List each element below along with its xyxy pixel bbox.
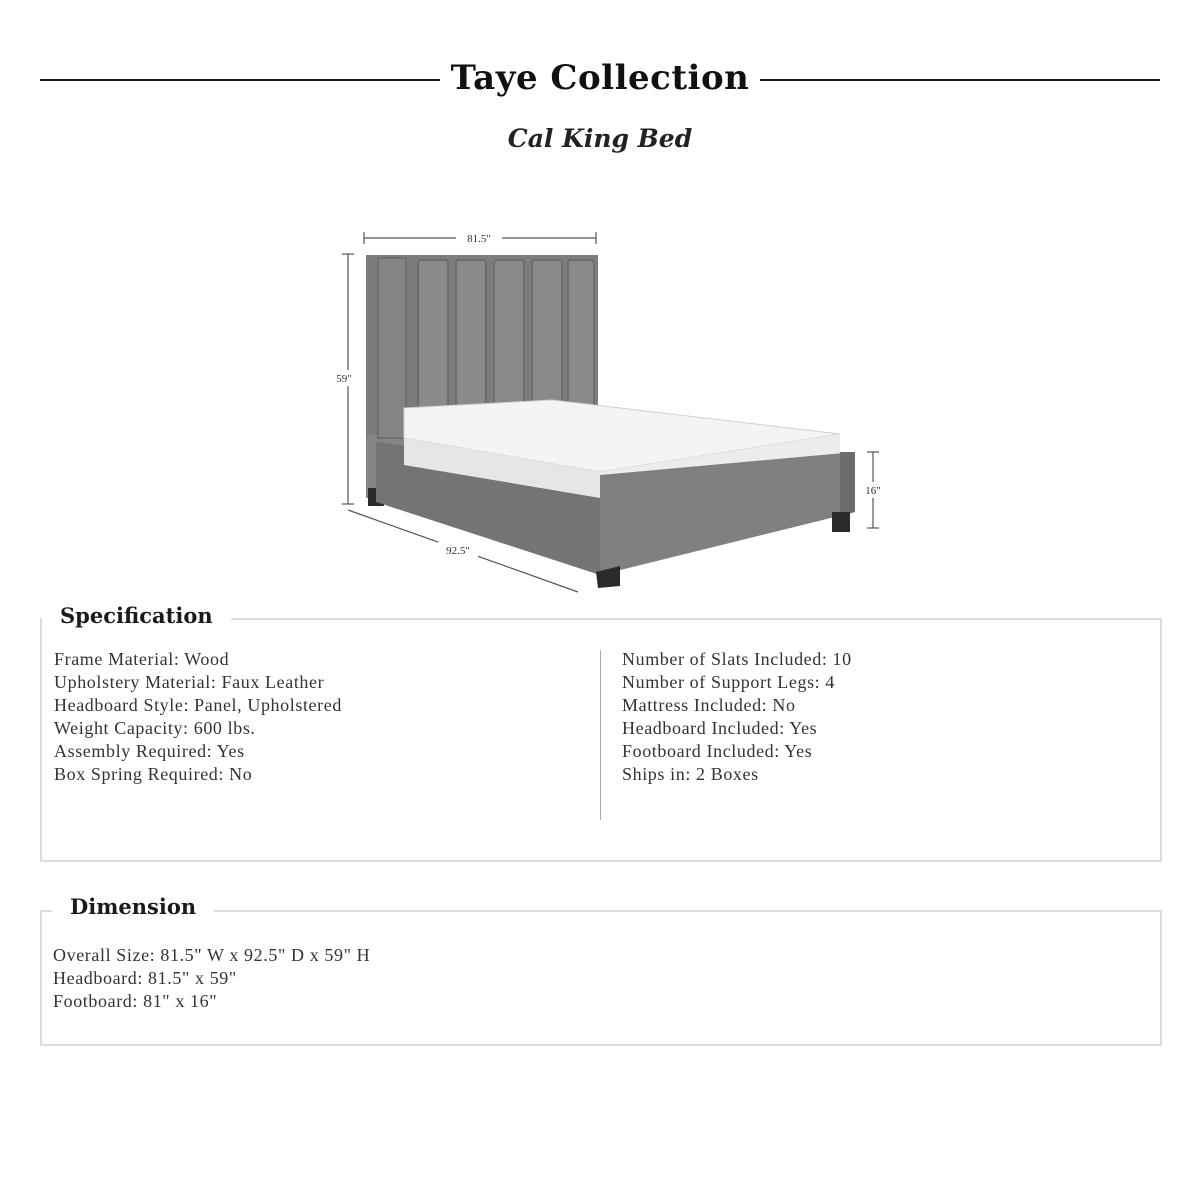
spec-item: Box Spring Required: No xyxy=(54,764,253,784)
product-subtitle: Cal King Bed xyxy=(507,124,693,153)
spec-item: Footboard Included: Yes xyxy=(622,741,813,761)
column-divider xyxy=(600,650,601,820)
width-dimension-label: 81.5" xyxy=(467,233,491,245)
title-rule-right xyxy=(760,79,1160,81)
specification-list-left xyxy=(54,648,342,786)
collection-title: Taye Collection xyxy=(450,58,750,98)
spec-item: Assembly Required: Yes xyxy=(54,741,245,761)
bed-illustration xyxy=(366,255,855,588)
depth-dimension-label: 92.5" xyxy=(446,545,470,557)
spec-item: Ships in: 2 Boxes xyxy=(622,764,759,784)
specification-list-right xyxy=(622,648,852,786)
dimension-item: Overall Size: 81.5" W x 92.5" D x 59" H xyxy=(53,945,371,965)
dimension-heading: Dimension xyxy=(52,894,214,919)
spec-item: Headboard Style: Panel, Upholstered xyxy=(54,695,342,715)
spec-item: Frame Material: Wood xyxy=(54,649,230,669)
spec-item: Upholstery Material: Faux Leather xyxy=(54,672,325,692)
bed-dimension-diagram xyxy=(320,220,920,610)
dimension-item: Headboard: 81.5" x 59" xyxy=(53,968,237,988)
height-dimension-label: 59" xyxy=(336,373,352,385)
title-rule-left xyxy=(40,79,440,81)
spec-item: Headboard Included: Yes xyxy=(622,718,818,738)
spec-item: Mattress Included: No xyxy=(622,695,796,715)
footboard-height-label: 16" xyxy=(865,485,881,497)
dimension-item: Footboard: 81" x 16" xyxy=(53,991,218,1011)
dimension-list xyxy=(53,944,370,1013)
spec-item: Number of Slats Included: 10 xyxy=(622,649,852,669)
specification-heading: Specification xyxy=(42,603,231,628)
spec-item: Weight Capacity: 600 lbs. xyxy=(54,718,256,738)
spec-item: Number of Support Legs: 4 xyxy=(622,672,835,692)
